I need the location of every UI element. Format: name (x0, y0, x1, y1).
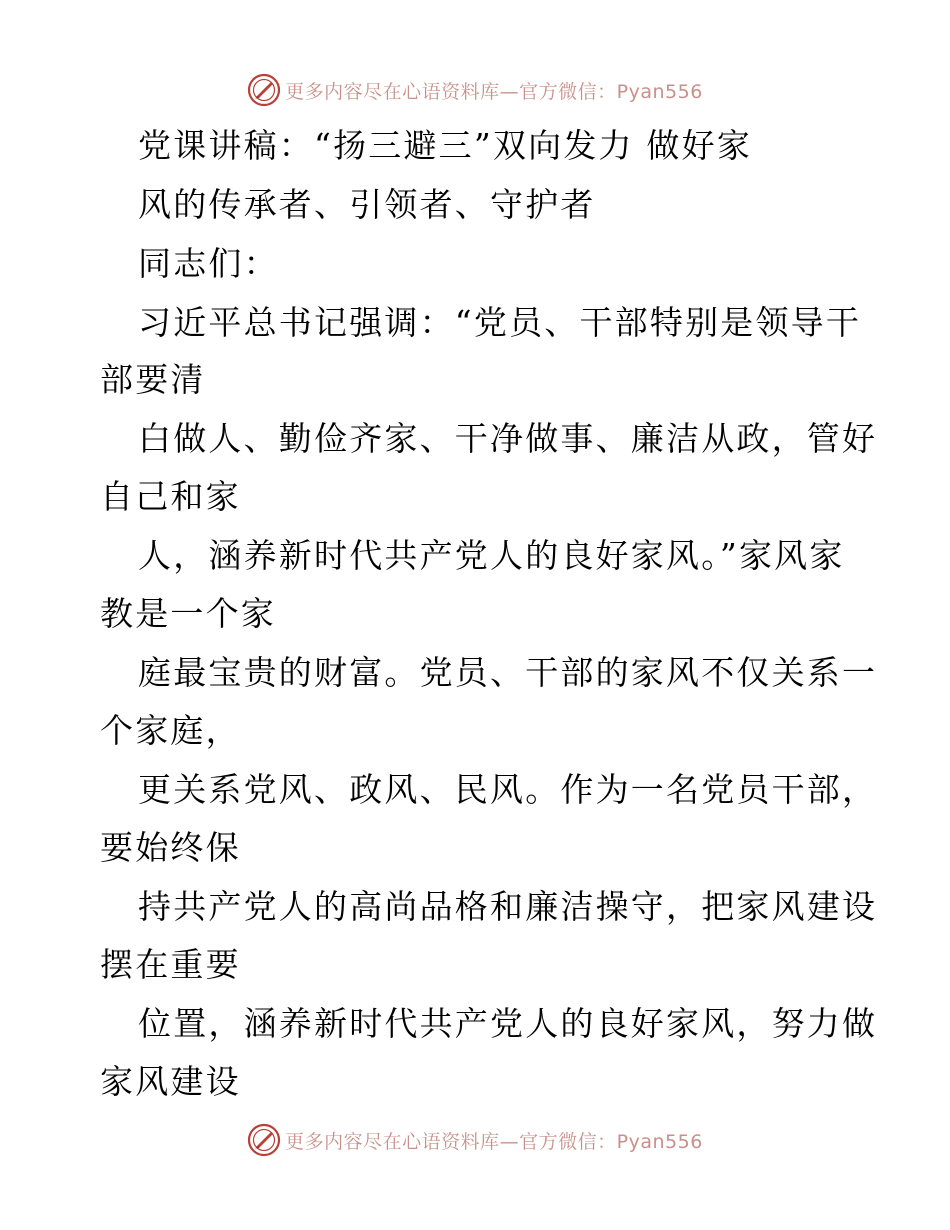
salutation: 同志们： (138, 244, 279, 283)
paragraph-line: 更关系党风、政风、民风。作为一名党员干部， (138, 770, 878, 809)
paragraph-line: 个家庭， (100, 711, 241, 750)
paragraph-line: 家风建设 (100, 1062, 241, 1101)
paragraph-line: 位置，涵养新时代共产党人的良好家风，努力做 (138, 1004, 878, 1043)
paragraph-line: 人，涵养新时代共产党人的良好家风。”家风家 (138, 536, 845, 575)
paragraph-line: 持共产党人的高尚品格和廉洁操守，把家风建设 (138, 887, 878, 926)
paragraph-line: 庭最宝贵的财富。党员、干部的家风不仅关系一 (138, 653, 878, 692)
watermark-banner-top (0, 70, 950, 110)
paragraph-line: 要始终保 (100, 828, 241, 867)
watermark-banner-bottom (0, 1120, 950, 1160)
paragraph-line: 习近平总书记强调：“党员、干部特别是领导干 (138, 303, 862, 342)
paragraph-line: 部要清 (100, 360, 206, 399)
document-title-line: 风的传承者、引领者、守护者 (138, 185, 596, 224)
watermark-text: 更多内容尽在心语资料库—官方微信：Pyan556 (285, 80, 703, 103)
seal-logo-icon (247, 1123, 281, 1157)
document-title-line: 党课讲稿：“扬三避三”双向发力 做好家 (138, 126, 753, 165)
paragraph-line: 白做人、勤俭齐家、干净做事、廉洁从政，管好 (138, 419, 878, 458)
paragraph-line: 自己和家 (100, 477, 241, 516)
watermark-text: 更多内容尽在心语资料库—官方微信：Pyan556 (285, 1130, 703, 1153)
seal-logo-icon (247, 73, 281, 107)
paragraph-line: 教是一个家 (100, 594, 276, 633)
paragraph-line: 摆在重要 (100, 945, 241, 984)
